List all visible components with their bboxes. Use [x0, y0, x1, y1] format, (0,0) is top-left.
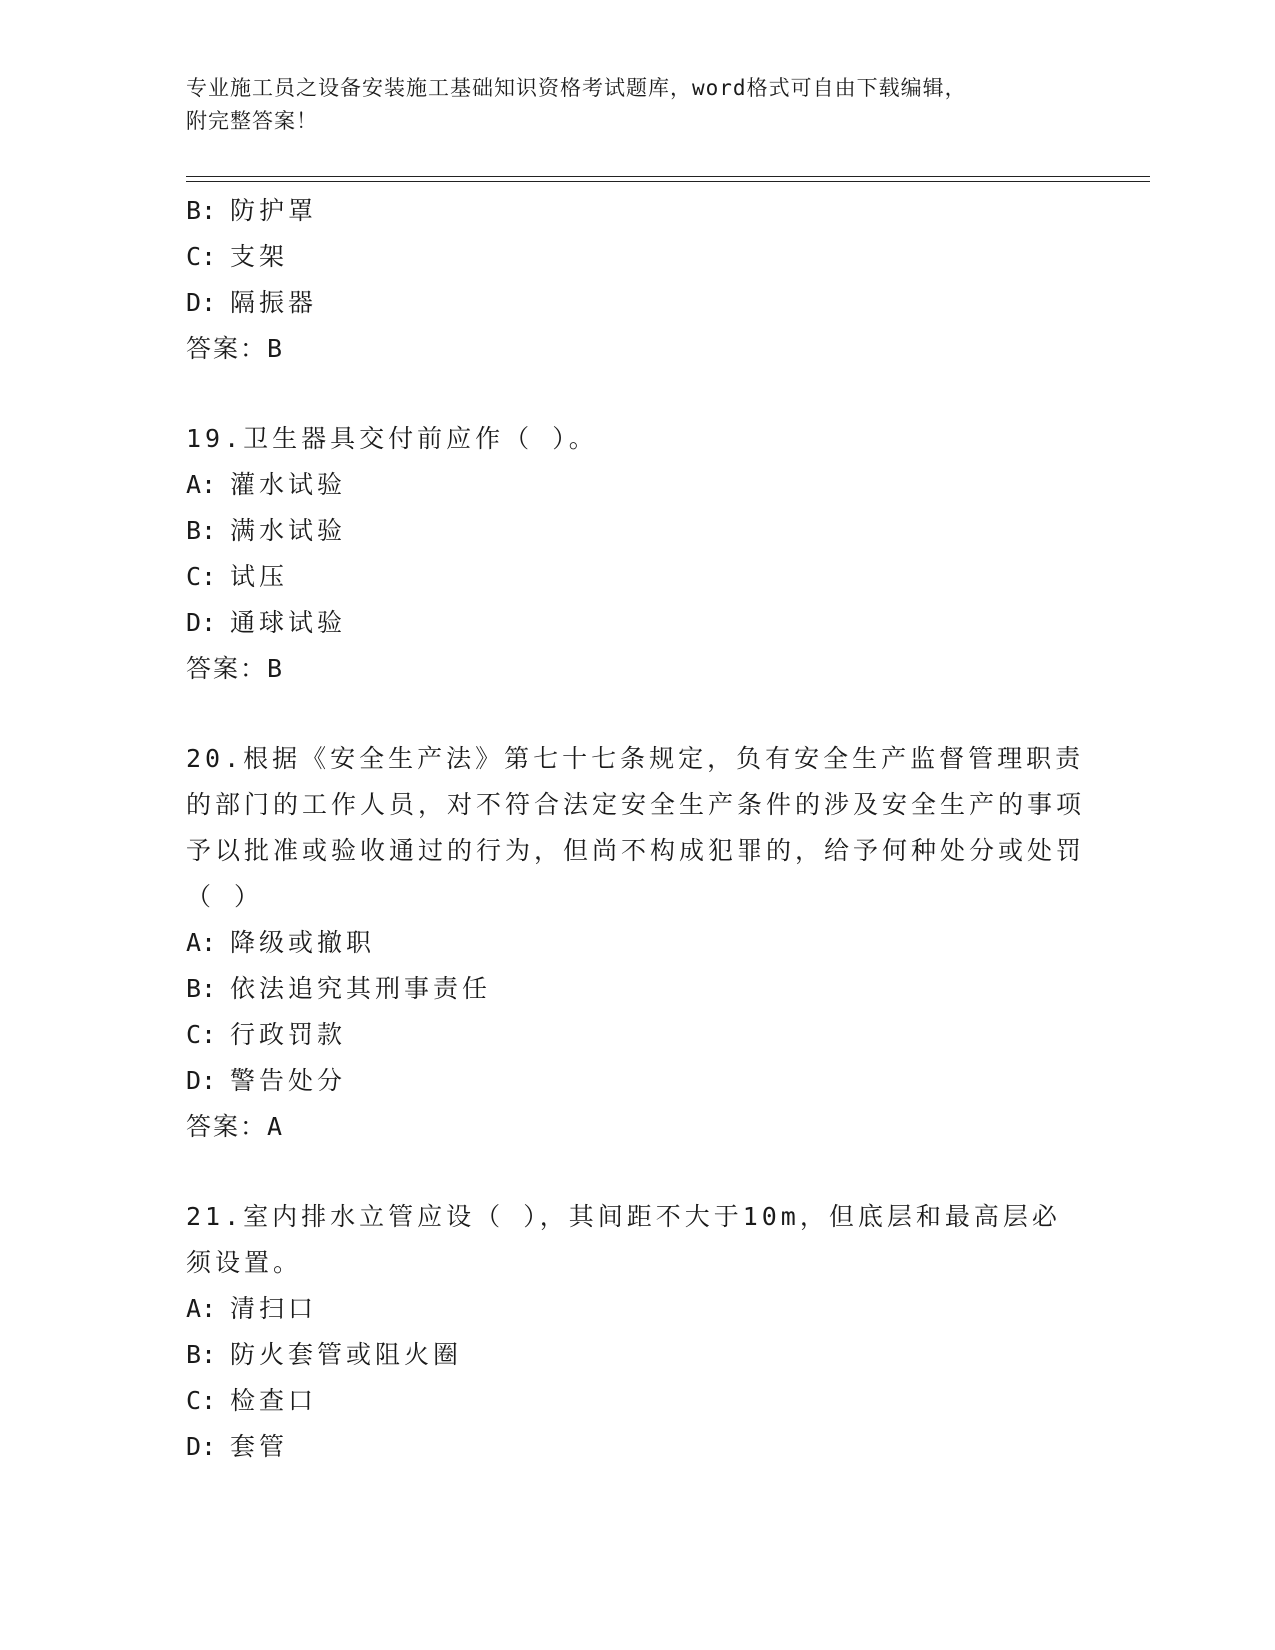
- question-21-text: 21.室内排水立管应设（ ），其间距不大于10m，但底层和最高层必须设置。: [186, 1202, 1061, 1277]
- document-header: [186, 72, 1086, 138]
- option-c: C: 支架: [186, 242, 289, 271]
- answer: 答案：B: [186, 334, 285, 363]
- header-line-1: 专业施工员之设备安装施工基础知识资格考试题库，word格式可自由下载编辑，: [186, 76, 967, 100]
- question-list: [186, 188, 1086, 1470]
- question-19-text: 19.卫生器具交付前应作（ ）。: [186, 424, 598, 453]
- option-b: B: 依法追究其刑事责任: [186, 974, 492, 1003]
- option-c: C: 试压: [186, 562, 289, 591]
- option-a: A: 灌水试验: [186, 470, 347, 499]
- option-b: B: 满水试验: [186, 516, 347, 545]
- option-a: A: 清扫口: [186, 1294, 318, 1323]
- question-20-text: 20.根据《安全生产法》第七十七条规定，负有安全生产监督管理职责的部门的工作人员，对不符合法定安全生产条件的涉及安全生产的事项予以批准或验收通过的行为，但尚不构成犯罪的，给予何种处分或处罚（ ）: [186, 744, 1086, 911]
- option-d: D: 通球试验: [186, 608, 347, 637]
- header-divider-bottom: [186, 181, 1150, 182]
- answer: 答案：B: [186, 654, 285, 683]
- header-divider-top: [186, 176, 1150, 177]
- answer: 答案：A: [186, 1112, 285, 1141]
- option-d: D: 隔振器: [186, 288, 318, 317]
- option-a: A: 降级或撤职: [186, 928, 376, 957]
- option-d: D: 警告处分: [186, 1066, 347, 1095]
- option-c: C: 检查口: [186, 1386, 318, 1415]
- option-d: D: 套管: [186, 1432, 289, 1461]
- option-c: C: 行政罚款: [186, 1020, 347, 1049]
- option-b: B: 防护罩: [186, 196, 318, 225]
- option-b: B: 防火套管或阻火圈: [186, 1340, 463, 1369]
- header-line-2: 附完整答案！: [186, 109, 318, 133]
